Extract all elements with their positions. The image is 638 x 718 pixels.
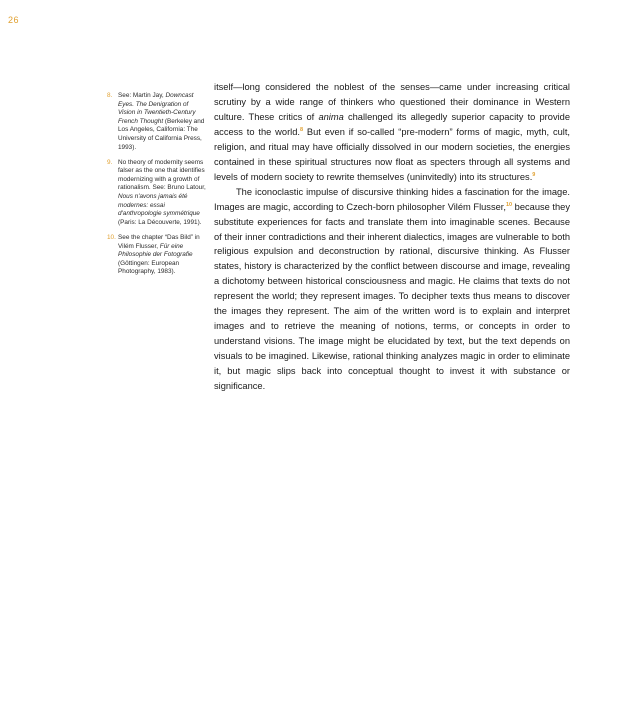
footnote-ref-8[interactable]: 8 [299,126,304,133]
text-run: because they substitute experiences for facts and translate them into imaginable scenes. Because of their inner contradictions and their inherent dialectics, images are vulnerable to both religious expulsion and deconstruction by rational, discursive thinking. As Flusser states, history is characterized by the conflict between discourse and image, revealing a dichotomy between historical consciousness and magic. He claims that texts do not represent the world; they represent images. To decipher texts thus means to discover the images they represent. The aim of the written word is to explain and interpret images and to retrieve the meaning of notions, terms, or concepts in order to understand visions. The image might be elucidated by text, but the text depends on visuals to be imagined. Likewise, rational thinking analyzes magic in order to eliminate it, but magic slips back into conceptual thought to invest it with substance or significance. [214,201,570,392]
footnote-text [118,159,207,228]
footnote-number: 9. [107,158,113,166]
body-text [214,80,570,394]
footnote-text-part: See: Martin Jay, [118,92,166,99]
footnote-text-part: No theory of modernity seems falser as the one that identifies modernizing with a growth of rationalism. See: Bruno Latour, [118,158,206,192]
text-run: challenged its allegedly superior capacity to provide access to the world. [214,111,570,137]
footnote-number: 10. [107,233,116,241]
page-number: 26 [8,15,20,25]
footnote-ref-10[interactable]: 10 [505,201,513,208]
paragraph-1 [214,80,570,185]
footnote-8 [107,92,207,152]
paragraph-2 [214,185,570,394]
footnote-text-part: See the chapter “Das Bild” in Vilém Flusser, [118,233,200,250]
footnote-title: Nous n'avons jamais été modernes: essai d'anthropologie symmétrique [118,193,200,218]
footnote-number: 8. [107,92,113,99]
footnotes-column [107,92,207,283]
text-run: The iconoclastic impulse of discursive thinking hides a fascination for the image. Images are magic, according to Czech-born philosopher Vilém Flusser, [214,186,570,212]
footnote-9 [107,159,207,228]
footnote-title: Downcast Eyes. The Denigration of Vision in Twentieth-Century French Thought [118,92,196,125]
emphasis-anima: anima [318,111,344,122]
footnote-text-part: (Berkeley and Los Angeles, California: The University of California Press, 1993). [118,117,205,151]
text-run: itself—long considered the noblest of the senses—came under increasing critical scrutiny by a wide range of thinkers who questioned their dominance in Western culture. These critics of [214,82,570,122]
footnote-ref-9[interactable]: 9 [532,171,536,178]
footnote-text-part: (Paris: La Découverte, 1991). [118,218,202,226]
footnote-title: Für eine Philosophie der Fotografie [118,242,193,259]
text-run: But even if so-called “pre-modern” forms of magic, myth, cult, religion, and ritual may have officially dissolved in our modern societies, the energies contained in these spiritual structures now float as specters through all systems and levels of modern society to rewrite themselves (uninvitedly) into its structures. [214,126,570,182]
footnote-10 [107,234,207,277]
footnote-text-part: (Göttingen: European Photography, 1983). [118,259,180,276]
footnote-text [118,234,207,277]
footnote-text [118,92,207,152]
